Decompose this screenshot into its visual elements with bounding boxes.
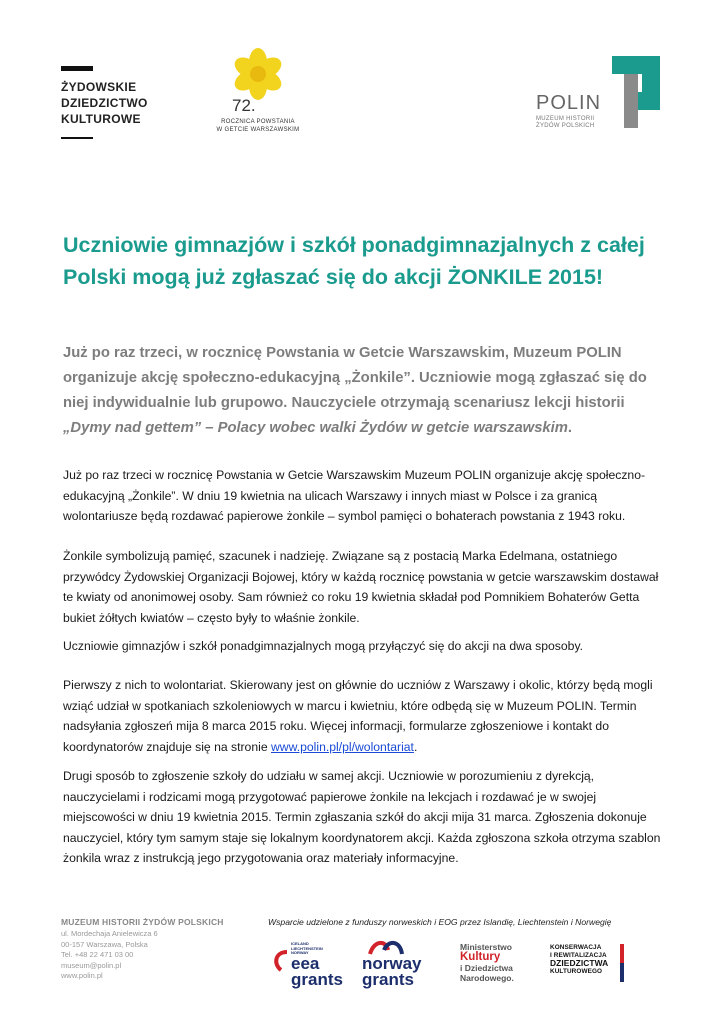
address-line: Tel. +48 22 471 03 00 (61, 950, 134, 959)
caption-line: W GETCIE WARSZAWSKIM (216, 127, 300, 133)
p4-text: Pierwszy z nich to wolontariat. Skierowany jest on głównie do uczniów z Warszawy i okolic, którzy będą mogli wziąć udział w spotkaniach szkoleniowych w marcu i kwietniu, które odbędą się w Muzeum POLIN. Termin nadsyłania zgłoszeń mija 8 marca 2015 roku. Więcej informacji, formularze zgłoszeniowe i kontakt do koordynatorów znajduje się na stronie (63, 678, 653, 754)
address-line: www.polin.pl (61, 971, 103, 980)
ministry-line: Narodowego. (460, 973, 514, 983)
eea-word: eea (291, 954, 320, 973)
konserwacja-logo (550, 944, 624, 976)
ministry-logo (460, 942, 540, 983)
eea-country: LIECHTENSTEIN (291, 945, 323, 951)
lead-italic: „Dymy nad gettem” – Polacy wobec walki Żydów w getcie warszawskim (63, 420, 568, 436)
logo-bar-bottom (61, 137, 93, 139)
norway-word: norway (362, 954, 422, 973)
address-line: ul. Mordechaja Anielewicza 6 (61, 929, 158, 938)
polin-mark-icon (612, 56, 662, 128)
address-line: 00-157 Warszawa, Polska (61, 939, 148, 949)
eea-country: NORWAY (291, 950, 309, 955)
body-paragraph-3: Uczniowie gimnazjów i szkół ponadgimnazjalnych mogą przyłączyć się do akcji na dwa sposoby. (63, 639, 584, 653)
polin-logo (536, 56, 666, 130)
eea-grants-logo (271, 942, 351, 992)
flag-stripe (620, 944, 624, 982)
norway-grants-logo (362, 938, 442, 988)
support-note: Wsparcie udzielone z funduszy norweskich i EOG przez Islandię, Liechtenstein i Norwegię (268, 917, 612, 927)
eea-word: grants (291, 970, 343, 989)
lead-text: Już po raz trzeci, w rocznicę Powstania w Getcie Warszawskim, Muzeum POLIN organizuje akcję społeczno-edukacyjną „Żonkile”. Uczniowie mogą zgłaszać się do niej indywidualnie lub grupowo. Nauczyciele otrzymają scenariusz lekcji historii (63, 345, 647, 411)
norway-wordmark (362, 956, 422, 988)
logo-bar-top (61, 66, 93, 71)
zdk-logo (61, 66, 161, 139)
museum-address (61, 917, 261, 982)
eea-country: ICELAND (291, 941, 309, 946)
konserwacja-line: DZIEDZICTWA (550, 958, 609, 968)
ministry-line: Ministerstwo (460, 942, 512, 952)
p4-end: . (413, 739, 418, 754)
zdk-logo-line: DZIEDZICTWO (61, 96, 148, 110)
polin-word: POLIN (536, 92, 602, 114)
lead-paragraph (63, 341, 671, 441)
polin-sub (536, 116, 606, 130)
polin-sub-line: ŻYDÓW POLSKICH (536, 123, 595, 129)
eea-swirl-icon (271, 948, 291, 974)
page-title: Uczniowie gimnazjów i szkół ponadgimnazjalnych z całej Polski mogą już zgłaszać się do akcji ŻONKILE 2015! (63, 233, 645, 289)
lead-end: . (567, 420, 573, 436)
zdk-logo-line: KULTUROWE (61, 112, 141, 126)
wolontariat-link[interactable]: www.polin.pl/pl/wolontariat (271, 739, 414, 754)
body-paragraph-1: Już po raz trzeci w rocznicę Powstania w Getcie Warszawskim Muzeum POLIN organizuje akcję społeczno-edukacyjną „Żonkile”. W dniu 19 kwietnia na ulicach Warszawy i innych miast w Polsce i za granicą wolontariusze będą rozdawać papierowe żonkile – symbol pamięci o bohaterach powstania z 1943 roku. (63, 468, 646, 524)
eea-wordmark (291, 956, 343, 988)
caption-line: ROCZNICA POWSTANIA (221, 119, 295, 125)
polin-sub-line: MUZEUM HISTORII (536, 116, 595, 122)
konserwacja-line: KULTUROWEGO (550, 968, 603, 975)
anniversary-caption (198, 118, 318, 134)
konserwacja-line: I REWITALIZACJA (550, 951, 607, 959)
zdk-logo-line: ŻYDOWSKIE (61, 80, 137, 94)
anniversary-number: 72. (232, 96, 256, 115)
anniversary-logo (198, 48, 318, 134)
konserwacja-line: KONSERWACJA (550, 944, 602, 951)
norway-word: grants (362, 970, 414, 989)
museum-name: MUZEUM HISTORII ŻYDÓW POLSKICH (61, 917, 224, 927)
ministry-line-kultury: Kultury (460, 951, 501, 963)
ministry-line: i Dziedzictwa (460, 963, 513, 973)
body-paragraph-5: Drugi sposób to zgłoszenie szkoły do udziału w samej akcji. Uczniowie w porozumieniu z dyrekcją, nauczycielami i rodzicami mogą przygotować papierowe żonkile na lekcjach i rozdawać je w swojej miejscowości w dniu 19 kwietnia 2015. Termin zgłaszania szkół do akcji mija 31 marca. Zgłoszenia dokonuje nauczyciel, który tym samym staje się lokalnym koordynatorem akcji. Każda zgłoszona szkoła otrzyma szablon żonkila wraz z instrukcją jego przygotowania oraz materiały informacyjne. (63, 769, 661, 866)
address-line: museum@polin.pl (61, 960, 122, 970)
body-paragraph-2: Żonkile symbolizują pamięć, szacunek i nadzieję. Związane są z postacią Marka Edelmana, ostatniego przywódcy Żydowskiej Organizacji Bojowej, który w każdą rocznicę powstania w getcie warszawskim dostawał te kwiaty od anonimowej osoby. Sam również co roku 19 kwietnia składał pod Pomnikiem Bohaterów Getta bukiet żółtych kwiatów – często były to właśnie żonkile. (63, 549, 659, 625)
body-paragraph-4 (63, 675, 671, 757)
